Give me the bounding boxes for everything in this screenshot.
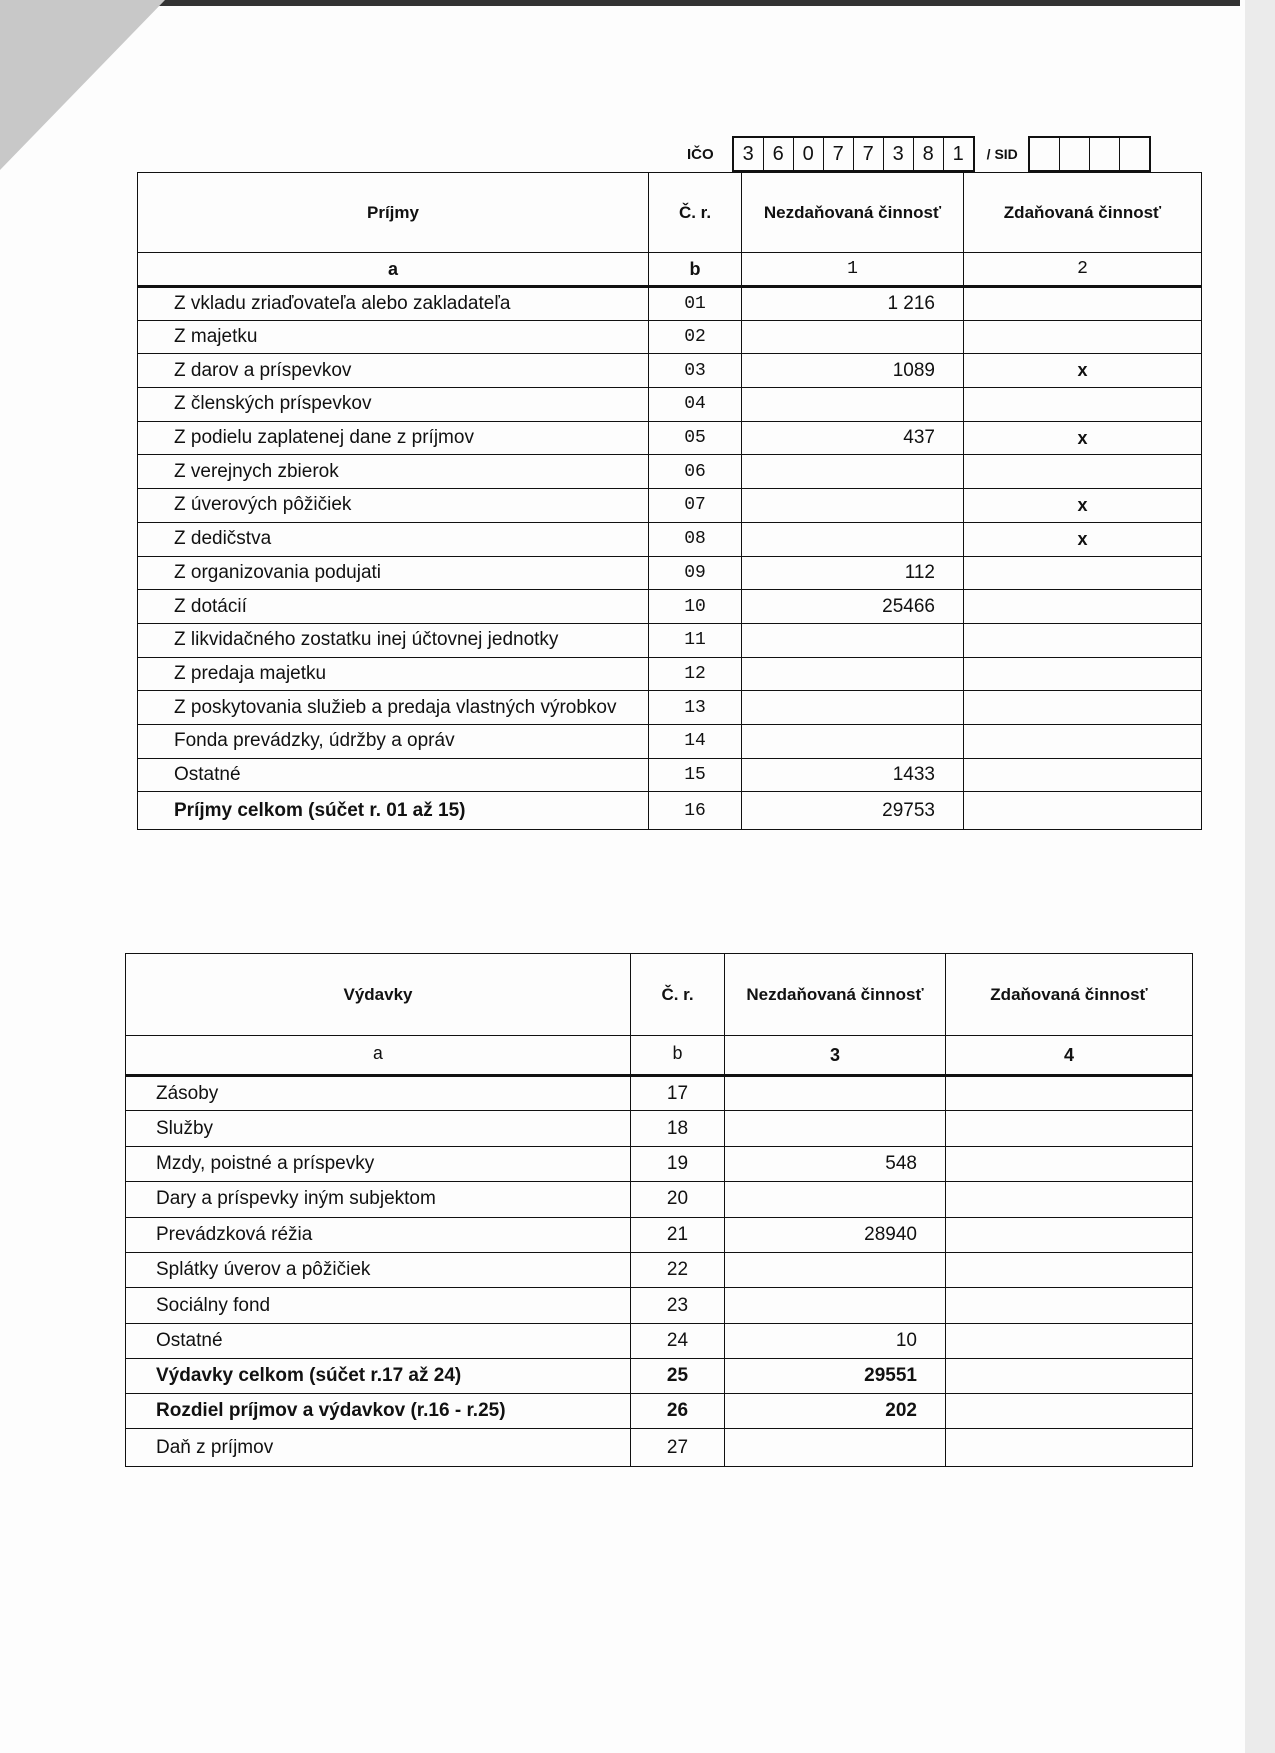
expense-subheader-row (126, 1036, 1193, 1076)
income-non-taxable (742, 691, 964, 725)
income-label: Z darov a príspevkov (138, 354, 649, 388)
expense-total-non-taxable: 202 (725, 1394, 946, 1429)
income-row (138, 758, 1202, 792)
ico-digit: 0 (794, 138, 824, 170)
sid-digit (1090, 138, 1120, 170)
income-row (138, 657, 1202, 691)
income-row-no: 02 (649, 320, 742, 354)
income-row-no: 13 (649, 691, 742, 725)
expense-taxable (946, 1217, 1193, 1252)
income-total-row (138, 792, 1202, 830)
income-taxable (964, 758, 1202, 792)
income-row-no: 04 (649, 388, 742, 422)
expense-header-row-no: Č. r. (631, 954, 725, 1036)
expense-row-no: 17 (631, 1076, 725, 1111)
expense-total-non-taxable: 29551 (725, 1359, 946, 1394)
income-header-non-taxable: Nezdaňovaná činnosť (742, 173, 964, 253)
expense-non-taxable: 28940 (725, 1217, 946, 1252)
expense-row (126, 1182, 1193, 1217)
income-row (138, 455, 1202, 489)
income-total-label: Príjmy celkom (súčet r. 01 až 15) (138, 792, 649, 830)
income-taxable (964, 388, 1202, 422)
sid-label: / SID (986, 146, 1018, 162)
income-non-taxable (742, 489, 964, 523)
income-header-row (138, 173, 1202, 253)
expense-header-non-taxable: Nezdaňovaná činnosť (725, 954, 946, 1036)
expense-row (126, 1252, 1193, 1287)
expense-non-taxable (725, 1288, 946, 1323)
ico-digit: 8 (914, 138, 944, 170)
expense-non-taxable (725, 1252, 946, 1287)
income-header-name: Príjmy (138, 173, 649, 253)
income-taxable (964, 287, 1202, 321)
income-label: Z vkladu zriaďovateľa alebo zakladateľa (138, 287, 649, 321)
income-label: Z podielu zaplatenej dane z príjmov (138, 421, 649, 455)
expense-non-taxable (725, 1076, 946, 1111)
expense-sub-row-no: b (631, 1036, 725, 1076)
expense-header-row (126, 954, 1193, 1036)
income-non-taxable (742, 657, 964, 691)
sid-digit (1030, 138, 1060, 170)
income-non-taxable: 437 (742, 421, 964, 455)
expense-row (126, 1323, 1193, 1358)
income-label: Z predaja majetku (138, 657, 649, 691)
expense-non-taxable (725, 1182, 946, 1217)
expense-row (126, 1111, 1193, 1146)
income-subheader-row (138, 253, 1202, 287)
scan-edge-top (0, 0, 1240, 6)
income-non-taxable (742, 455, 964, 489)
income-non-taxable: 1433 (742, 758, 964, 792)
expense-non-taxable (725, 1111, 946, 1146)
ico-digit: 7 (854, 138, 884, 170)
sid-boxes (1028, 136, 1151, 172)
income-taxable (964, 556, 1202, 590)
expense-row-no: 24 (631, 1323, 725, 1358)
income-rows (138, 287, 1202, 792)
expense-label: Zásoby (126, 1076, 631, 1111)
expense-label: Mzdy, poistné a príspevky (126, 1146, 631, 1181)
expense-taxable (946, 1182, 1193, 1217)
expense-total-row (126, 1394, 1193, 1429)
income-row-no: 11 (649, 623, 742, 657)
income-row (138, 489, 1202, 523)
income-non-taxable (742, 623, 964, 657)
expense-label: Sociálny fond (126, 1288, 631, 1323)
expense-non-taxable: 10 (725, 1323, 946, 1358)
sid-digit (1060, 138, 1090, 170)
expense-total-taxable (946, 1394, 1193, 1429)
expense-sub-non-taxable: 3 (725, 1036, 946, 1076)
income-non-taxable (742, 388, 964, 422)
expense-tax-v1 (725, 1429, 946, 1467)
expense-total-rows (126, 1359, 1193, 1429)
income-label: Z verejnych zbierok (138, 455, 649, 489)
expense-label: Dary a príspevky iným subjektom (126, 1182, 631, 1217)
income-non-taxable: 25466 (742, 590, 964, 624)
income-taxable (964, 691, 1202, 725)
ico-boxes (732, 136, 975, 172)
income-label: Z poskytovania služieb a predaja vlastných výrobkov (138, 691, 649, 725)
income-non-taxable (742, 724, 964, 758)
income-non-taxable (742, 320, 964, 354)
income-row (138, 287, 1202, 321)
expense-rows (126, 1076, 1193, 1359)
income-row (138, 556, 1202, 590)
income-row-no: 01 (649, 287, 742, 321)
income-row-no: 12 (649, 657, 742, 691)
income-row-no: 05 (649, 421, 742, 455)
expense-tax-no: 27 (631, 1429, 725, 1467)
income-row (138, 691, 1202, 725)
expense-row-no: 20 (631, 1182, 725, 1217)
expense-header-taxable: Zdaňovaná činnosť (946, 954, 1193, 1036)
income-label: Z organizovania podujati (138, 556, 649, 590)
income-row-no: 15 (649, 758, 742, 792)
scan-folded-corner (0, 0, 165, 170)
income-label: Z dedičstva (138, 522, 649, 556)
income-row-no: 14 (649, 724, 742, 758)
expense-total-label: Výdavky celkom (súčet r.17 až 24) (126, 1359, 631, 1394)
ico-digit: 7 (824, 138, 854, 170)
income-taxable: x (964, 354, 1202, 388)
income-row-no: 06 (649, 455, 742, 489)
income-taxable: x (964, 421, 1202, 455)
expense-sub-name: a (126, 1036, 631, 1076)
income-total-no: 16 (649, 792, 742, 830)
sid-digit (1120, 138, 1149, 170)
expense-row (126, 1146, 1193, 1181)
income-sub-row-no: b (649, 253, 742, 287)
income-table (137, 172, 1202, 830)
expense-table (125, 953, 1193, 1467)
income-taxable (964, 623, 1202, 657)
income-row (138, 623, 1202, 657)
ico-digit: 6 (764, 138, 794, 170)
income-row (138, 522, 1202, 556)
income-taxable (964, 590, 1202, 624)
income-non-taxable: 112 (742, 556, 964, 590)
income-row-no: 03 (649, 354, 742, 388)
income-row (138, 421, 1202, 455)
income-taxable: x (964, 522, 1202, 556)
expense-taxable (946, 1252, 1193, 1287)
income-taxable (964, 657, 1202, 691)
income-total-v2 (964, 792, 1202, 830)
expense-sub-taxable: 4 (946, 1036, 1193, 1076)
ico-sid-header (687, 136, 1151, 172)
income-row-no: 10 (649, 590, 742, 624)
ico-digit: 1 (952, 142, 964, 165)
expense-tax-label: Daň z príjmov (126, 1429, 631, 1467)
income-header-row-no: Č. r. (649, 173, 742, 253)
expense-label: Splátky úverov a pôžičiek (126, 1252, 631, 1287)
expense-row-no: 18 (631, 1111, 725, 1146)
income-row (138, 320, 1202, 354)
income-label: Z úverových pôžičiek (138, 489, 649, 523)
income-row (138, 388, 1202, 422)
income-non-taxable: 1089 (742, 354, 964, 388)
income-row (138, 354, 1202, 388)
expense-total-taxable (946, 1359, 1193, 1394)
expense-row-no: 23 (631, 1288, 725, 1323)
expense-tax-row (126, 1429, 1193, 1467)
expense-taxable (946, 1288, 1193, 1323)
expense-total-row-no: 26 (631, 1394, 725, 1429)
income-taxable: x (964, 489, 1202, 523)
income-sub-taxable: 2 (964, 253, 1202, 287)
expense-row-no: 22 (631, 1252, 725, 1287)
income-total-v1: 29753 (742, 792, 964, 830)
income-non-taxable: 1 216 (742, 287, 964, 321)
expense-taxable (946, 1146, 1193, 1181)
income-row-no: 09 (649, 556, 742, 590)
ico-label: IČO (687, 145, 714, 163)
income-row-no: 08 (649, 522, 742, 556)
income-header-taxable: Zdaňovaná činnosť (964, 173, 1202, 253)
expense-taxable (946, 1076, 1193, 1111)
expense-row (126, 1288, 1193, 1323)
expense-row-no: 21 (631, 1217, 725, 1252)
income-non-taxable (742, 522, 964, 556)
expense-taxable (946, 1323, 1193, 1358)
expense-total-label: Rozdiel príjmov a výdavkov (r.16 - r.25) (126, 1394, 631, 1429)
expense-tax-v2 (946, 1429, 1193, 1467)
expense-non-taxable: 548 (725, 1146, 946, 1181)
expense-row (126, 1217, 1193, 1252)
expense-row (126, 1076, 1193, 1111)
expense-total-row (126, 1359, 1193, 1394)
expense-label: Služby (126, 1111, 631, 1146)
income-label: Ostatné (138, 758, 649, 792)
expense-taxable (946, 1111, 1193, 1146)
expense-row-no: 19 (631, 1146, 725, 1181)
income-taxable (964, 724, 1202, 758)
income-row-no: 07 (649, 489, 742, 523)
expense-total-row-no: 25 (631, 1359, 725, 1394)
income-sub-non-taxable: 1 (742, 253, 964, 287)
income-taxable (964, 320, 1202, 354)
expense-header-name: Výdavky (126, 954, 631, 1036)
income-label: Z dotácií (138, 590, 649, 624)
expense-label: Ostatné (126, 1323, 631, 1358)
income-label: Z členských príspevkov (138, 388, 649, 422)
income-label: Z majetku (138, 320, 649, 354)
income-row (138, 724, 1202, 758)
ico-digit: 3 (884, 138, 914, 170)
income-taxable (964, 455, 1202, 489)
expense-label: Prevádzková réžia (126, 1217, 631, 1252)
ico-digit: 3 (734, 138, 764, 170)
income-sub-name: a (138, 253, 649, 287)
income-label: Fonda prevádzky, údržby a opráv (138, 724, 649, 758)
income-row (138, 590, 1202, 624)
scan-edge-right (1245, 0, 1275, 1753)
income-label: Z likvidačného zostatku inej účtovnej jednotky (138, 623, 649, 657)
